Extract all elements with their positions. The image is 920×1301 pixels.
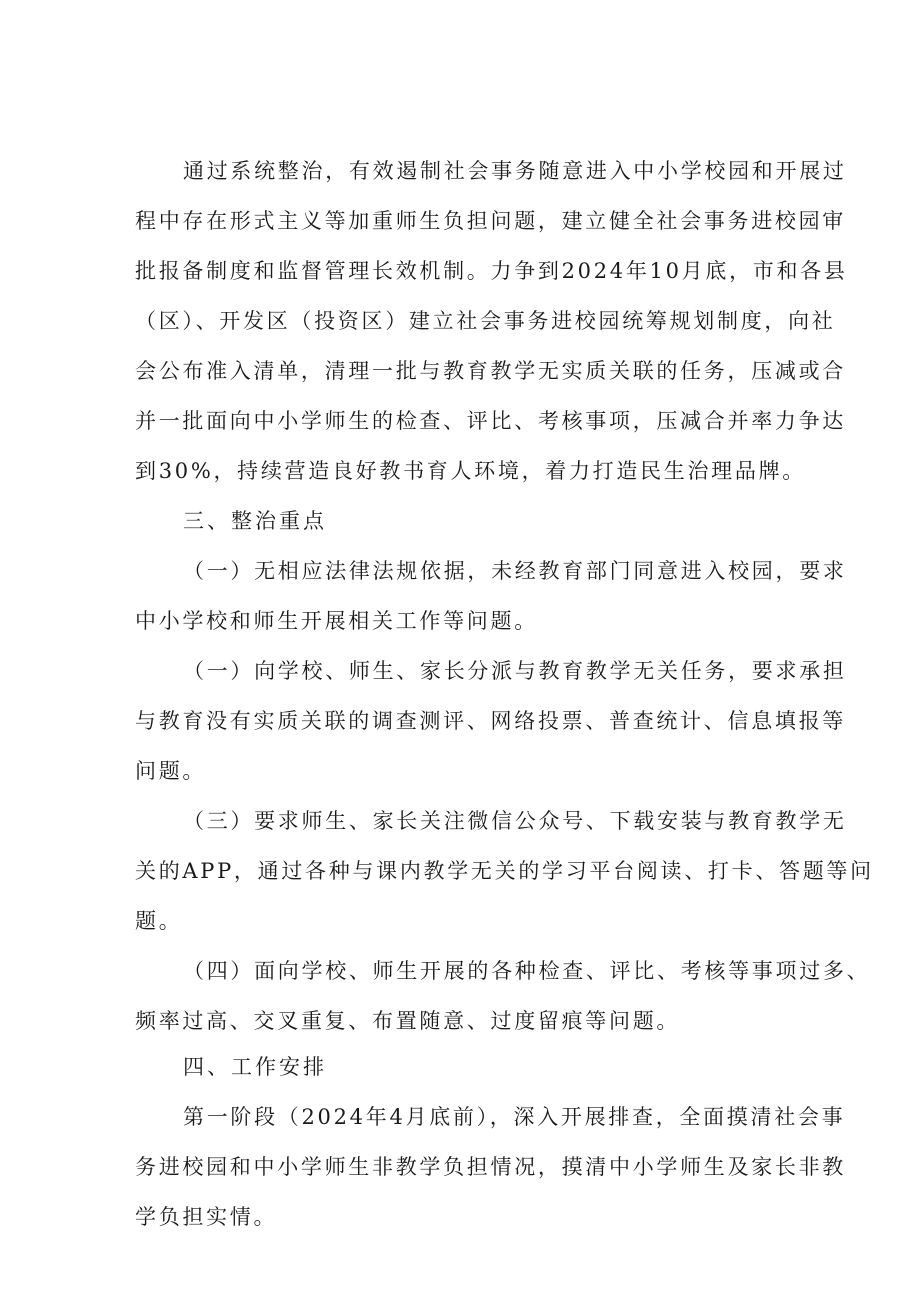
- item-4-line-1: （四）面向学校、师生开展的各种检查、评比、考核等事项过多、: [183, 959, 871, 983]
- item-1-line-1: （一）无相应法律法规依据，未经教育部门同意进入校园，要求: [183, 559, 847, 583]
- phase-1-line-1: 第一阶段（2024年4月底前），深入开展排查，全面摸清社会事: [183, 1105, 846, 1129]
- phase-1-line-3: 学负担实情。: [135, 1205, 278, 1229]
- item-1-line-2: 中小学校和师生开展相关工作等问题。: [135, 609, 538, 633]
- goal-line-5: 会公布准入清单，清理一批与教育教学无实质关联的任务，压减或合: [135, 359, 846, 383]
- item-4-line-2: 频率过高、交叉重复、布置随意、过度留痕等问题。: [135, 1009, 681, 1033]
- goal-line-4: （区）、开发区（投资区）建立社会事务进校园统筹规划制度，向社: [135, 309, 836, 333]
- section-heading-3: 三、整治重点: [183, 509, 327, 533]
- phase-1-line-2: 务进校园和中小学师生非教学负担情况，摸清中小学师生及家长非教: [135, 1155, 846, 1179]
- item-2-line-2: 与教育没有实质关联的调查测评、网络投票、普查统计、信息填报等: [135, 709, 846, 733]
- item-2-line-1: （一）向学校、师生、家长分派与教育教学无关任务，要求承担: [183, 659, 847, 683]
- item-2-line-3: 问题。: [135, 759, 207, 783]
- goal-line-2: 程中存在形式主义等加重师生负担问题，建立健全社会事务进校园审: [135, 209, 846, 233]
- goal-line-1: 通过系统整治，有效遏制社会事务随意进入中小学校园和开展过: [183, 159, 847, 183]
- item-3-line-3: 题。: [135, 909, 183, 933]
- goal-line-7: 到30%，持续营造良好教书育人环境，着力打造民生治理品牌。: [135, 459, 806, 483]
- goal-line-6: 并一批面向中小学师生的检查、评比、考核事项，压减合并率力争达: [135, 409, 846, 433]
- goal-line-3: 批报备制度和监督管理长效机制。力争到2024年10月底，市和各县: [135, 259, 848, 283]
- item-3-line-2: 关的APP，通过各种与课内教学无关的学习平台阅读、打卡、答题等问: [135, 859, 874, 883]
- section-heading-4: 四、工作安排: [183, 1055, 327, 1079]
- item-3-line-1: （三）要求师生、家长关注微信公众号、下载安装与教育教学无: [183, 809, 847, 833]
